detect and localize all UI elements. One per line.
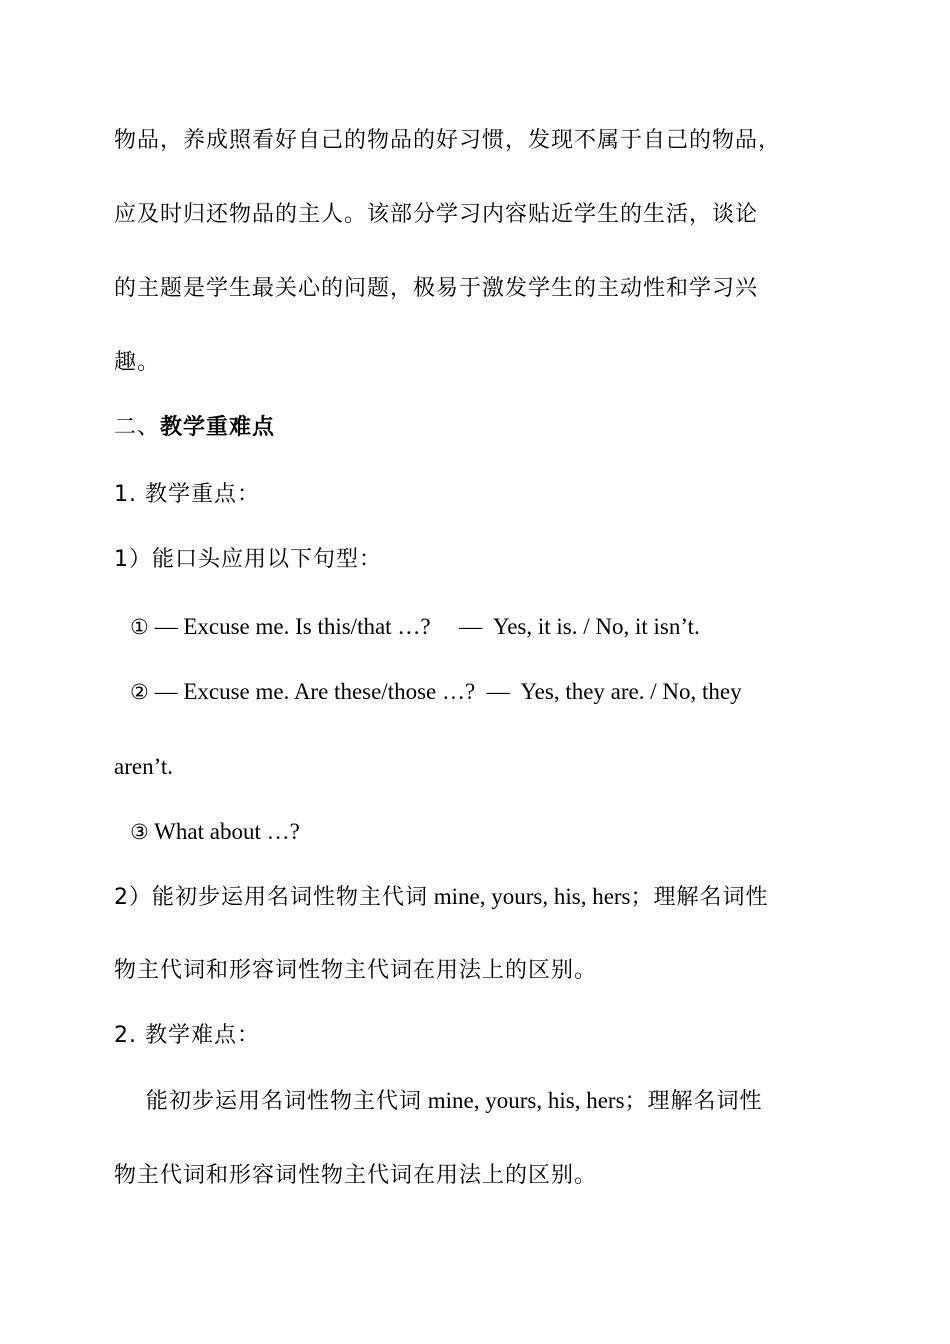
difficult-points-line2: 物主代词和形容词性物主代词在用法上的区别。	[114, 1163, 598, 1188]
item2-english: mine, yours, his, hers	[428, 884, 631, 909]
pattern-2	[130, 677, 742, 707]
difficult-prefix: 能初步运用名词性物主代词	[146, 1089, 423, 1114]
pattern-marker: ①	[130, 615, 149, 639]
item2-suffix: ；理解名词性	[630, 885, 769, 910]
section-title: 教学重难点	[160, 414, 276, 440]
section-heading	[114, 412, 275, 443]
key-points-item2-line1	[114, 882, 769, 913]
key-points-heading: 1. 教学重点：	[114, 482, 260, 507]
key-points-item1-label: 1）能口头应用以下句型：	[114, 547, 382, 572]
intro-line-3: 的主题是学生最关心的问题，极易于激发学生的主动性和学习兴	[114, 276, 759, 301]
pattern-marker: ②	[130, 680, 149, 704]
difficult-english: mine, yours, his, hers	[422, 1088, 625, 1113]
pattern-2-continuation: aren’t.	[114, 754, 173, 779]
key-points-item2-line2: 物主代词和形容词性物主代词在用法上的区别。	[114, 958, 598, 983]
intro-line-4: 趣。	[114, 350, 161, 375]
intro-line-1: 物品，养成照看好自己的物品的好习惯，发现不属于自己的物品，	[114, 128, 782, 153]
pattern-text: — Excuse me. Is this/that …? — Yes, it is. / No, it isn’t.	[154, 614, 700, 639]
item2-prefix: 2）能初步运用名词性物主代词	[114, 885, 428, 910]
difficult-points-line1	[146, 1086, 763, 1117]
intro-line-2: 应及时归还物品的主人。该部分学习内容贴近学生的生活，谈论	[114, 202, 759, 227]
pattern-3	[130, 817, 300, 847]
difficult-suffix: ；理解名词性	[624, 1089, 763, 1114]
pattern-text: — Excuse me. Are these/those …? — Yes, they are. / No, they	[154, 679, 742, 704]
pattern-marker: ③	[130, 820, 149, 844]
pattern-1	[130, 612, 700, 642]
difficult-points-heading: 2. 教学难点：	[114, 1023, 260, 1048]
pattern-text: What about …?	[154, 819, 300, 844]
section-number: 二、	[114, 415, 161, 440]
